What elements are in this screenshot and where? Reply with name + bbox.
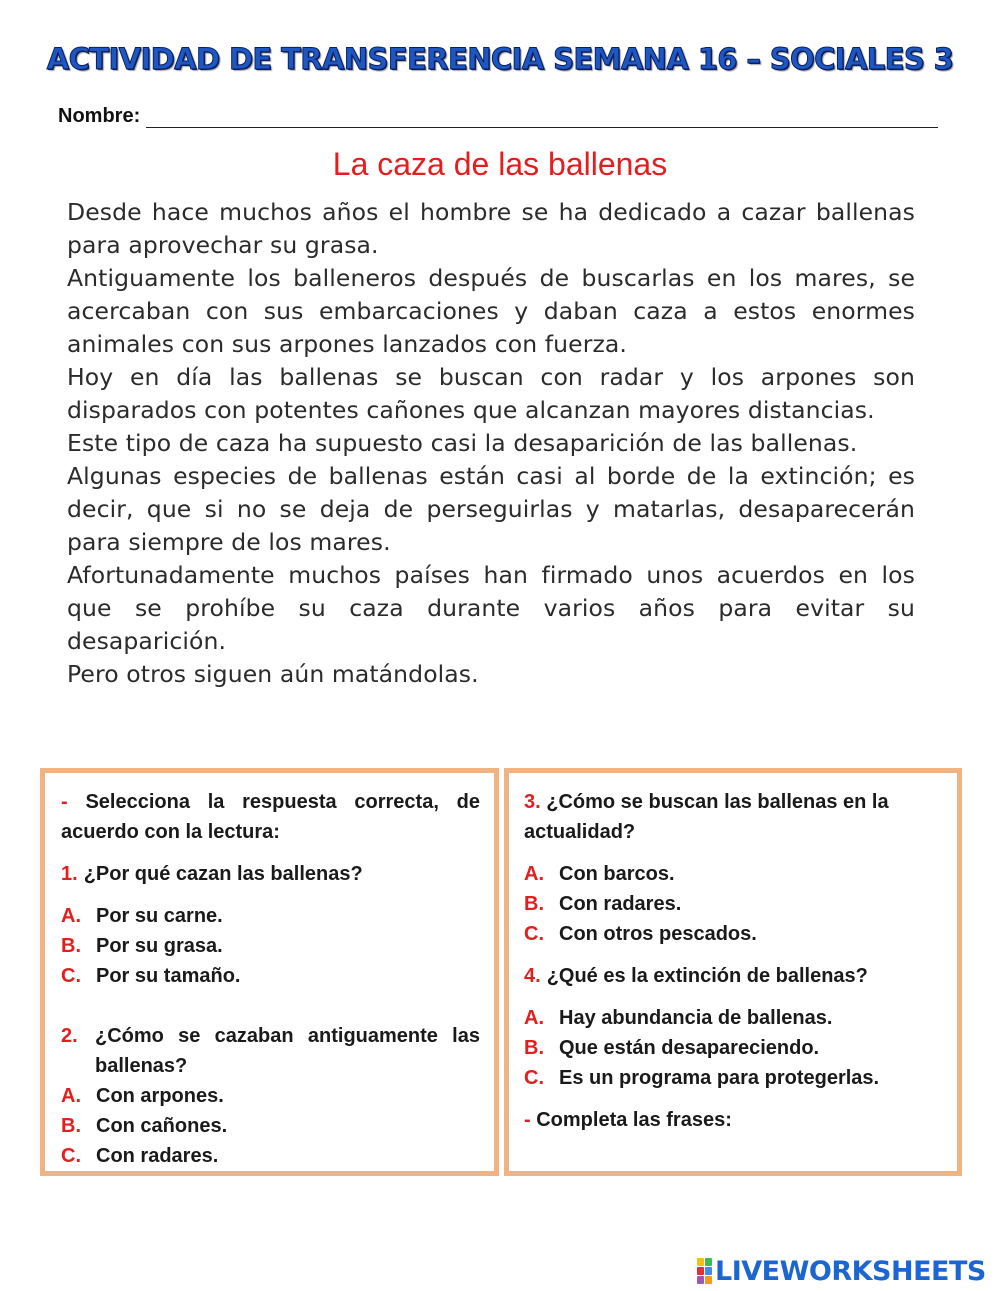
instruction-text: Selecciona la respuesta correcta, de acuerdo con la lectura: [61,791,480,843]
option-text: Con radares. [96,1145,219,1167]
option-text: Por su tamaño. [96,965,241,987]
option-4c[interactable] [524,1063,943,1093]
option-letter: A. [61,1085,81,1107]
reading-paragraph: Afortunadamente muchos países han firmado unos acuerdos en los que se prohíbe su caza durante varios años para evitar su desaparición. [67,561,915,655]
option-letter: C. [61,965,81,987]
reading-paragraph: Este tipo de caza ha supuesto casi la desaparición de las ballenas. [67,429,858,457]
name-row [58,100,938,128]
question-number: 3. [524,791,541,813]
option-letter: B. [524,893,544,915]
question-1 [61,859,480,889]
instruction-complete [524,1105,943,1135]
question-4 [524,961,943,991]
option-3b[interactable] [524,889,943,919]
option-letter: B. [61,1115,81,1137]
option-text: Por su carne. [96,905,223,927]
option-text: Con otros pescados. [559,923,757,945]
option-letter: C. [61,1145,81,1167]
name-input-line[interactable] [146,108,938,128]
option-letter: C. [524,1067,544,1089]
instruction-marker: - [524,1109,531,1131]
question-number: 4. [524,965,541,987]
question-2 [61,1021,480,1081]
question-text: ¿Qué es la extinción de ballenas? [546,965,868,987]
question-number: 1. [61,863,78,885]
logo-text: LIVEWORKSHEETS [715,1255,986,1287]
option-3c[interactable] [524,919,943,949]
reading-paragraph: Algunas especies de ballenas están casi al borde de la extinción; es decir, que si no se deja de perseguirlas y matarlas, desaparecerán para siempre de los mares. [67,462,915,556]
question-number: 2. [61,1025,78,1047]
option-text: Es un programa para protegerlas. [559,1067,880,1089]
reading-title: La caza de las ballenas [332,146,668,182]
worksheet-title: ACTIVIDAD DE TRANSFERENCIA SEMANA 16 – SOCIALES 3 [46,42,954,76]
option-letter: B. [524,1037,544,1059]
reading-paragraph: Hoy en día las ballenas se buscan con radar y los arpones son disparados con potentes cañones que alcanzan mayores distancias. [67,363,915,424]
instruction-text: Completa las frases: [536,1109,732,1131]
option-letter: A. [524,1007,544,1029]
reading-paragraph: Desde hace muchos años el hombre se ha dedicado a cazar ballenas para aprovechar su grasa. [67,198,915,259]
reading-text [67,196,915,691]
option-text: Con arpones. [96,1085,224,1107]
question-text: ¿Cómo se buscan las ballenas en la actualidad? [524,791,889,843]
option-text: Con barcos. [559,863,675,885]
option-letter: A. [524,863,544,885]
option-letter: B. [61,935,81,957]
option-letter: A. [61,905,81,927]
option-4a[interactable] [524,1003,943,1033]
instruction-marker: - [61,791,68,813]
question-3 [524,787,943,847]
reading-paragraph: Antiguamente los balleneros después de buscarlas en los mares, se acercaban con sus embarcaciones y daban caza a estos enormes animales con sus arpones lanzados con fuerza. [67,264,915,358]
option-text: Con radares. [559,893,682,915]
question-text: ¿Cómo se cazaban antiguamente las ballenas? [95,1025,480,1077]
liveworksheets-logo [697,1256,986,1286]
option-4b[interactable] [524,1033,943,1063]
option-text: Con cañones. [96,1115,228,1137]
option-3a[interactable] [524,859,943,889]
option-2b[interactable] [61,1111,480,1141]
logo-icon [697,1258,711,1284]
reading-paragraph: Pero otros siguen aún matándolas. [67,660,479,688]
option-1a[interactable] [61,901,480,931]
option-2a[interactable] [61,1081,480,1111]
instruction-select [61,787,480,847]
questions-box-left [40,768,499,1176]
option-text: Por su grasa. [96,935,223,957]
name-label: Nombre: [58,105,141,127]
option-1b[interactable] [61,931,480,961]
option-2c[interactable] [61,1141,480,1171]
question-text: ¿Por qué cazan las ballenas? [83,863,363,885]
questions-box-right [504,768,962,1176]
option-1c[interactable] [61,961,480,991]
option-text: Hay abundancia de ballenas. [559,1007,833,1029]
option-text: Que están desapareciendo. [559,1037,820,1059]
option-letter: C. [524,923,544,945]
